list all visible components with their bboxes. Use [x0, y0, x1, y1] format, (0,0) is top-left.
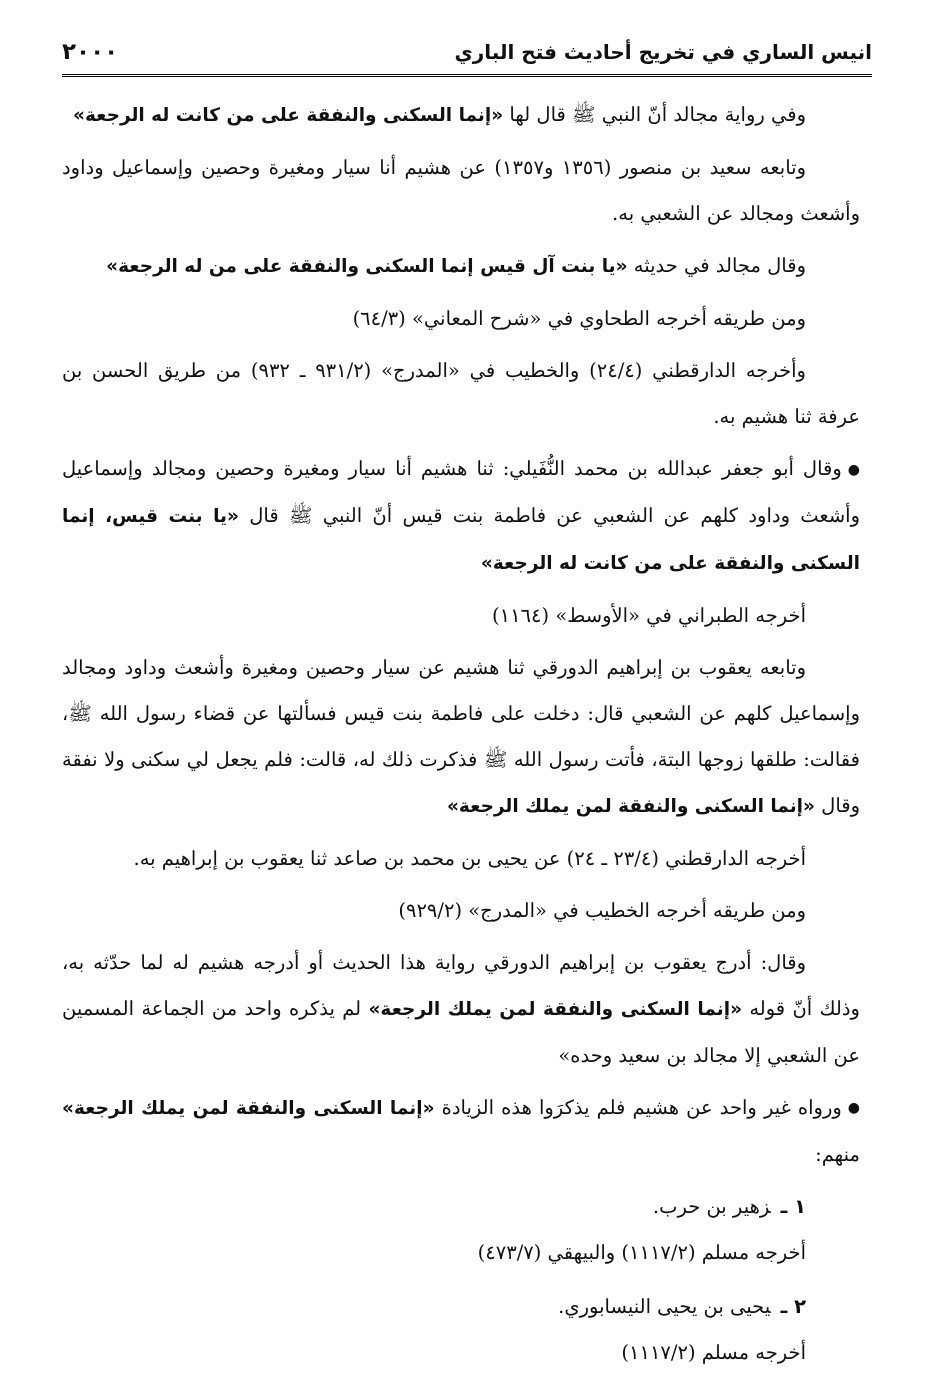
paragraph — [62, 92, 860, 139]
hadith-quote: «إنما السكنى والنفقة لمن يملك الرجعة» — [368, 998, 743, 1020]
paragraph — [62, 296, 860, 342]
paragraph — [62, 145, 860, 237]
paragraph-text: أخرجه الطبراني في «الأوسط» (١١٦٤) — [492, 603, 806, 627]
hadith-quote: «يا بنت قيس، إنما السكنى والنفقة على من كانت له الرجعة» — [62, 505, 860, 574]
paragraph-text: لم يذكره واحد من الجماعة المسمين عن الشعبي إلا مجالد بن سعيد وحده» — [62, 996, 860, 1067]
page-header — [62, 34, 872, 70]
page-number: ٢٠٠٠ — [62, 39, 119, 65]
paragraph-text: وتابعه يعقوب بن إبراهيم الدورقي ثنا هشيم عن سيار وحصين ومغيرة وأشعث وداود ومجالد وإسماعيل كلهم عن الشعبي قال: دخلت على فاطمة بنت قيس فسألتها عن قضاء رسول الله ﷺ، فقالت: طلقها زوجها البتة، فأتت رسول الله ﷺ فذكرت ذلك له، قالت: فلم يجعل لي سكنى ولا نفقة وقال — [62, 655, 860, 817]
bullet-paragraph — [62, 446, 860, 587]
paragraph — [62, 836, 860, 882]
hadith-quote: «إنما السكنى والنفقة على من كانت له الرجعة» — [73, 105, 504, 126]
bullet-icon: ● — [847, 461, 860, 478]
list-number: ٢ ـ — [780, 1294, 806, 1318]
narrator-name: زهير بن حرب. — [652, 1194, 771, 1218]
running-title: انيس الساري في تخريج أحاديث فتح الباري — [454, 40, 872, 64]
paragraph-text: ومن طريقه أخرجه الخطيب في «المدرج» (٩٢٩/٢) — [398, 898, 806, 922]
paragraph-text: منهم: — [815, 1142, 860, 1166]
paragraph — [62, 888, 860, 934]
paragraph-text: وفي رواية مجالد أنّ النبي ﷺ قال لها — [503, 103, 806, 126]
paragraph-text: وقال مجالد في حديثه — [627, 254, 806, 277]
paragraph-text: أخرجه الدارقطني (٢٣/٤ ـ ٢٤) عن يحيى بن محمد بن صاعد ثنا يعقوب بن إبراهيم به. — [133, 846, 806, 870]
paragraph — [62, 243, 860, 290]
paragraph-text: وتابعه سعيد بن منصور (١٣٥٦ و١٣٥٧) عن هشيم أنا سيار ومغيرة وحصين وإسماعيل وداود وأشعث ومجالد عن الشعبي به. — [62, 156, 860, 225]
narrator-item — [62, 1284, 860, 1330]
paragraph — [62, 645, 860, 830]
source-citation — [62, 1330, 860, 1376]
narrator-name: يحيى بن يحيى النيسابوري. — [558, 1294, 771, 1318]
narrator-item — [62, 1184, 860, 1230]
hadith-quote: «يا بنت آل قيس إنما السكنى والنفقة على من له الرجعة» — [106, 256, 628, 277]
page-body — [62, 92, 860, 1384]
paragraph — [62, 348, 860, 440]
bullet-icon: ● — [847, 1100, 860, 1116]
paragraph — [62, 940, 860, 1079]
paragraph-text: وأخرجه الدارقطني (٢٤/٤) والخطيب في «المدرج» (٩٣١/٢ ـ ٩٣٢) من طريق الحسن بن عرفة ثنا هشيم به. — [62, 359, 860, 428]
paragraph-text: ورواه غير واحد عن هشيم فلم يذكرَوا هذه الزيادة — [434, 1095, 842, 1119]
citation-text: أخرجه مسلم (١١١٧/٢) والبيهقي (٤٧٣/٧) — [477, 1240, 806, 1264]
header-rule — [62, 74, 872, 77]
paragraph-text: ومن طريقه أخرجه الطحاوي في «شرح المعاني» (٦٤/٣) — [352, 307, 806, 330]
hadith-quote: «إنما السكنى والنفقة لمن يملك الرجعة» — [62, 1097, 435, 1119]
paragraph-text: وقال أبو جعفر عبدالله بن محمد النُّفَيلي: ثنا هشيم أنا سيار ومغيرة وحصين ومجالد وإسماعيل وأشعث وداود كلهم عن الشعبي عن فاطمة بنت قيس أنّ النبي ﷺ قال — [62, 457, 860, 527]
bullet-paragraph — [62, 1085, 860, 1178]
paragraph — [62, 593, 860, 639]
hadith-quote: «إنما السكنى والنفقة لمن يملك الرجعة» — [446, 795, 815, 817]
list-number: ١ ـ — [780, 1194, 806, 1218]
paragraph-text: وقال: أدرج يعقوب بن إبراهيم الدورقي رواية هذا الحديث أو أدرجه هشيم له لما حدّثه به، وذلك أنّ قوله — [62, 950, 860, 1020]
citation-text: أخرجه مسلم (١١١٧/٢) — [621, 1340, 806, 1364]
source-citation — [62, 1230, 860, 1276]
